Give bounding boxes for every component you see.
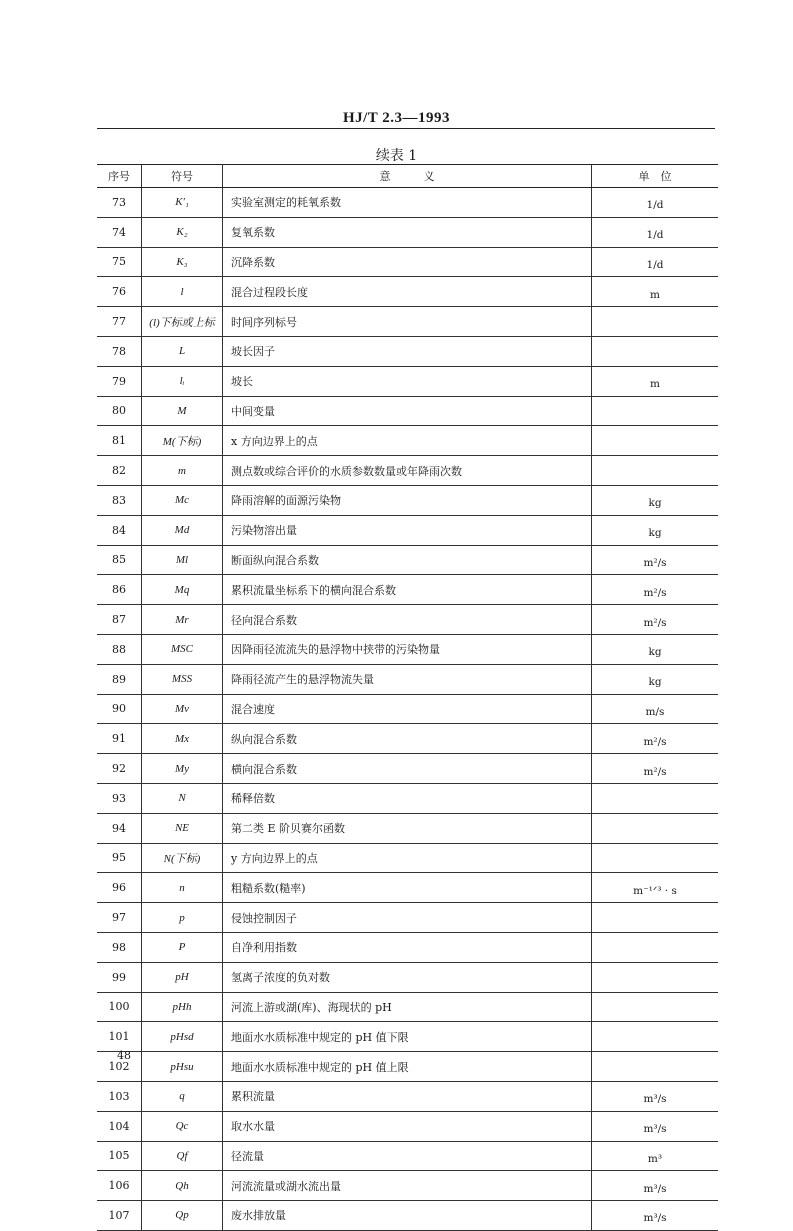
table-row [97,694,718,724]
row-meaning: y 方向边界上的点 [223,843,592,873]
table-title: 续表 1 [375,148,418,164]
row-unit [592,992,719,1022]
row-symbol: MSC [142,634,223,664]
row-unit [592,783,719,813]
row-unit [592,1022,719,1052]
row-meaning: 降雨径流产生的悬浮物流失量 [223,664,592,694]
row-meaning: 累积流量 [223,1081,592,1111]
row-unit: m⁻¹ᐟ³ · s [592,873,719,903]
row-symbol: Mx [142,724,223,754]
row-meaning: x 方向边界上的点 [223,426,592,456]
row-meaning: 降雨溶解的面源污染物 [223,485,592,515]
row-meaning: 实验室测定的耗氧系数 [223,188,592,218]
row-number: 83 [97,485,142,515]
table-row [97,754,718,784]
row-number: 74 [97,217,142,247]
row-symbol: Ml [142,545,223,575]
row-number: 101 [97,1022,142,1052]
row-unit [592,396,719,426]
row-symbol: Mv [142,694,223,724]
row-symbol: Mc [142,485,223,515]
row-meaning: 混合速度 [223,694,592,724]
row-unit [592,307,719,337]
row-number: 100 [97,992,142,1022]
row-number: 104 [97,1111,142,1141]
row-number: 76 [97,277,142,307]
row-symbol: (l)下标或上标 [142,307,223,337]
table-row [97,277,718,307]
row-unit: m²/s [592,545,719,575]
table-row [97,366,718,396]
row-symbol: pH [142,962,223,992]
row-meaning: 地面水水质标准中规定的 pH 值上限 [223,1052,592,1082]
row-meaning: 粗糙系数(糙率) [223,873,592,903]
table-row [97,664,718,694]
row-meaning: 坡长 [223,366,592,396]
row-symbol: K′₁ [142,188,223,218]
row-meaning: 地面水水质标准中规定的 pH 值下限 [223,1022,592,1052]
row-unit: m³/s [592,1111,719,1141]
row-number: 102 [97,1052,142,1082]
table-row [97,634,718,664]
row-number: 98 [97,932,142,962]
row-meaning: 河流上游或湖(库)、海现状的 pH [223,992,592,1022]
row-symbol: Md [142,515,223,545]
table-header-row [97,165,718,188]
row-unit: m²/s [592,754,719,784]
row-symbol: pHsu [142,1052,223,1082]
row-symbol: q [142,1081,223,1111]
row-meaning: 氢离子浓度的负对数 [223,962,592,992]
row-unit: m³/s [592,1081,719,1111]
table-row [97,1171,718,1201]
row-symbol: Qp [142,1201,223,1231]
row-meaning: 时间序列标号 [223,307,592,337]
row-unit: m²/s [592,575,719,605]
table-row [97,307,718,337]
row-unit: m [592,277,719,307]
row-meaning: 污染物溶出量 [223,515,592,545]
row-symbol: Qf [142,1141,223,1171]
row-number: 89 [97,664,142,694]
row-number: 95 [97,843,142,873]
row-meaning: 径流量 [223,1141,592,1171]
table-row [97,545,718,575]
row-unit: m³ [592,1141,719,1171]
row-unit [592,456,719,486]
row-number: 97 [97,903,142,933]
row-symbol: pHh [142,992,223,1022]
row-number: 77 [97,307,142,337]
table-row [97,1141,718,1171]
row-unit: m [592,366,719,396]
row-meaning: 第二类 E 阶贝赛尔函数 [223,813,592,843]
table-row [97,1201,718,1231]
row-symbol: lᵢ [142,366,223,396]
row-symbol: K₃ [142,247,223,277]
table-row [97,813,718,843]
table-row [97,515,718,545]
row-unit: 1/d [592,247,719,277]
row-symbol: Qh [142,1171,223,1201]
column-header-unit: 单 位 [592,165,719,188]
row-number: 90 [97,694,142,724]
row-number: 84 [97,515,142,545]
row-unit: m²/s [592,724,719,754]
row-unit: kg [592,634,719,664]
row-unit: kg [592,485,719,515]
row-unit [592,903,719,933]
table-row [97,336,718,366]
row-unit [592,426,719,456]
standard-code-header: HJ/T 2.3—1993 [342,110,451,126]
row-meaning: 中间变量 [223,396,592,426]
row-number: 99 [97,962,142,992]
row-symbol: Mq [142,575,223,605]
row-unit: kg [592,664,719,694]
row-number: 82 [97,456,142,486]
row-number: 73 [97,188,142,218]
table-row [97,575,718,605]
table-row [97,426,718,456]
table-row [97,188,718,218]
row-number: 106 [97,1171,142,1201]
row-symbol: K₂ [142,217,223,247]
row-meaning: 取水水量 [223,1111,592,1141]
table-row [97,962,718,992]
row-meaning: 径向混合系数 [223,605,592,635]
column-header-symbol: 符号 [142,165,223,188]
row-number: 93 [97,783,142,813]
row-symbol: Mr [142,605,223,635]
row-meaning: 稀释倍数 [223,783,592,813]
table-row [97,724,718,754]
row-number: 94 [97,813,142,843]
row-symbol: Qc [142,1111,223,1141]
row-number: 96 [97,873,142,903]
row-meaning: 废水排放量 [223,1201,592,1231]
table-row [97,1081,718,1111]
row-number: 79 [97,366,142,396]
row-unit: m³/s [592,1171,719,1201]
row-number: 80 [97,396,142,426]
table-row [97,396,718,426]
table-row [97,932,718,962]
row-unit: 1/d [592,217,719,247]
row-unit: m²/s [592,605,719,635]
row-number: 81 [97,426,142,456]
table-row [97,217,718,247]
row-symbol: NE [142,813,223,843]
page-number: 48 [117,1049,131,1062]
table-row [97,783,718,813]
row-symbol: My [142,754,223,784]
row-number: 78 [97,336,142,366]
row-symbol: N [142,783,223,813]
row-symbol: P [142,932,223,962]
header-rule [97,128,715,129]
row-meaning: 沉降系数 [223,247,592,277]
row-unit [592,962,719,992]
row-symbol: M(下标) [142,426,223,456]
row-unit: kg [592,515,719,545]
row-unit: 1/d [592,188,719,218]
row-symbol: l [142,277,223,307]
row-meaning: 混合过程段长度 [223,277,592,307]
row-symbol: M [142,396,223,426]
row-meaning: 断面纵向混合系数 [223,545,592,575]
row-unit [592,932,719,962]
table-row [97,605,718,635]
table-row [97,1022,718,1052]
row-number: 87 [97,605,142,635]
table-row [97,1052,718,1082]
row-meaning: 测点数或综合评价的水质参数数量或年降雨次数 [223,456,592,486]
row-number: 105 [97,1141,142,1171]
row-number: 92 [97,754,142,784]
table-row [97,247,718,277]
row-meaning: 河流流量或湖水流出量 [223,1171,592,1201]
row-number: 91 [97,724,142,754]
row-meaning: 因降雨径流流失的悬浮物中挟带的污染物量 [223,634,592,664]
row-unit [592,843,719,873]
row-number: 103 [97,1081,142,1111]
row-symbol: p [142,903,223,933]
row-number: 85 [97,545,142,575]
row-unit [592,813,719,843]
row-number: 86 [97,575,142,605]
row-number: 75 [97,247,142,277]
row-meaning: 横向混合系数 [223,754,592,784]
table-row [97,843,718,873]
row-symbol: L [142,336,223,366]
row-unit [592,1052,719,1082]
table-row [97,1111,718,1141]
row-unit: m/s [592,694,719,724]
table-row [97,903,718,933]
row-symbol: pHsd [142,1022,223,1052]
column-header-no: 序号 [97,165,142,188]
row-meaning: 坡长因子 [223,336,592,366]
row-symbol: m [142,456,223,486]
column-header-meaning: 意 义 [223,165,592,188]
table-row [97,485,718,515]
row-meaning: 复氧系数 [223,217,592,247]
row-symbol: n [142,873,223,903]
row-meaning: 自净利用指数 [223,932,592,962]
table-row [97,873,718,903]
row-symbol: MSS [142,664,223,694]
row-unit: m³/s [592,1201,719,1231]
row-meaning: 累积流量坐标系下的横向混合系数 [223,575,592,605]
row-meaning: 侵蚀控制因子 [223,903,592,933]
row-meaning: 纵向混合系数 [223,724,592,754]
symbol-table [97,164,718,1231]
table-row [97,456,718,486]
row-unit [592,336,719,366]
table-body [97,188,718,1231]
table-row [97,992,718,1022]
row-symbol: N(下标) [142,843,223,873]
row-number: 88 [97,634,142,664]
row-number: 107 [97,1201,142,1231]
